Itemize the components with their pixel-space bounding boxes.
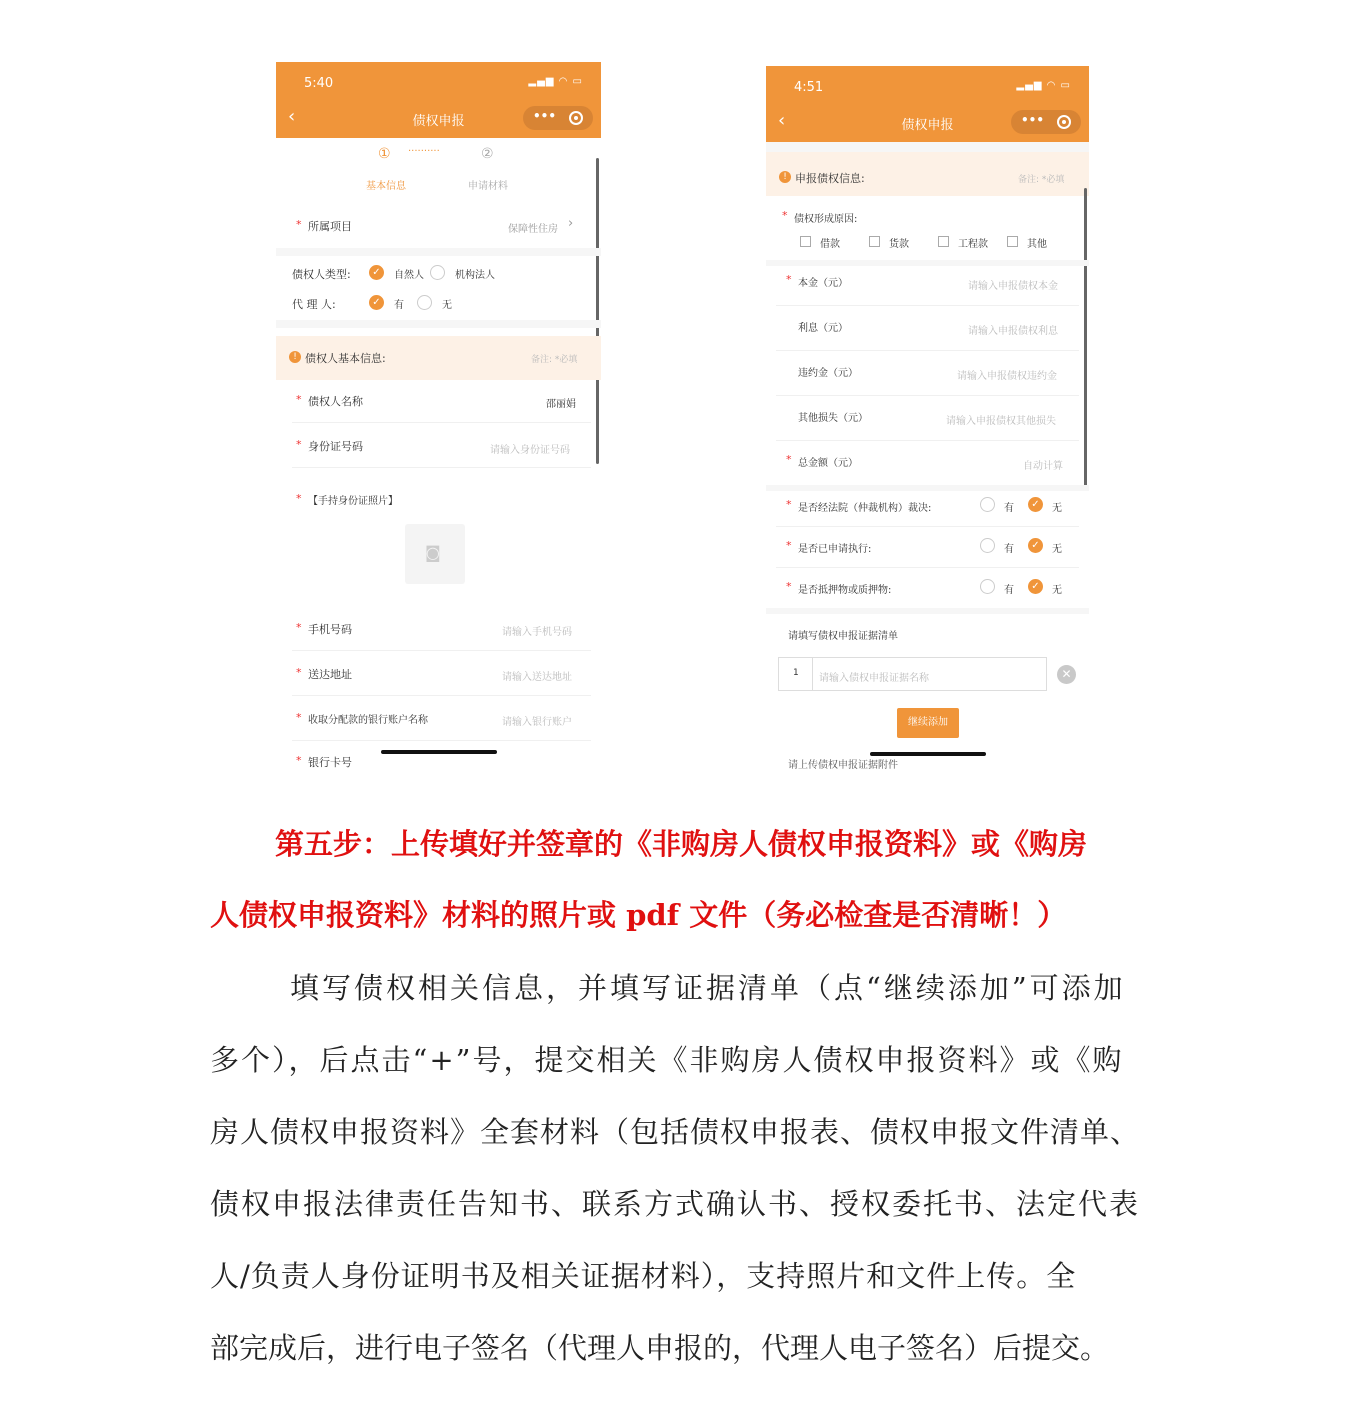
bank-name-input[interactable]: 请输入银行账户 <box>502 717 572 728</box>
other-loss-label: 其他损失（元） <box>798 413 868 424</box>
penalty-input[interactable]: 请输入申报债权违约金 <box>957 371 1057 382</box>
execution-no-label: 无 <box>1052 544 1062 555</box>
continue-add-button[interactable]: 继续添加 <box>897 708 959 738</box>
q-court-ruling-label: 是否经法院（仲裁机构）裁决: <box>798 503 932 514</box>
step1-indicator[interactable]: ① <box>378 146 391 162</box>
page-title: 债权申报 <box>901 118 954 133</box>
principal-label: 本金（元） <box>798 278 848 289</box>
required-mark: * <box>782 209 788 222</box>
bank-card-label: 银行卡号 <box>308 756 352 769</box>
interest-label: 利息（元） <box>798 323 848 334</box>
required-mark: * <box>786 453 792 466</box>
step2-label: 申请材料 <box>468 181 508 192</box>
evidence-index: 1 <box>793 668 799 678</box>
bank-name-label: 收取分配款的银行账户名称 <box>308 715 428 726</box>
signal-wifi-battery-icon: ▂▄▆ ◠ ▭ <box>1016 80 1071 91</box>
close-target-icon[interactable] <box>569 111 583 125</box>
project-value[interactable]: 保障性住房 <box>508 224 558 235</box>
required-mark: * <box>786 539 792 552</box>
required-mark: * <box>296 438 302 451</box>
checkbox-construction[interactable] <box>938 236 949 247</box>
step1-label: 基本信息 <box>366 181 406 192</box>
chevron-right-icon[interactable]: › <box>568 216 574 231</box>
divider <box>776 567 1079 568</box>
penalty-label: 违约金（元） <box>798 368 858 379</box>
address-input[interactable]: 请输入送达地址 <box>502 672 572 683</box>
execution-yes-label: 有 <box>1004 544 1014 555</box>
home-indicator <box>870 752 986 756</box>
project-label: 所属项目 <box>308 220 352 233</box>
collateral-no-label: 无 <box>1052 585 1062 596</box>
id-number-label: 身份证号码 <box>308 440 363 453</box>
info-icon: ! <box>779 171 791 183</box>
id-photo-label: 【手持身份证照片】 <box>308 496 398 507</box>
status-time: 5:40 <box>304 76 334 91</box>
required-mark: * <box>296 492 302 505</box>
close-target-icon[interactable] <box>1057 115 1071 129</box>
required-mark: * <box>296 754 302 767</box>
cause-option-construction: 工程款 <box>958 239 988 250</box>
banner-title: 申报债权信息: <box>795 172 865 185</box>
step-title-line1: 第五步：上传填好并签章的《非购房人债权申报资料》或《购房 <box>275 827 1088 861</box>
divider <box>276 320 601 328</box>
step2-indicator[interactable]: ② <box>481 146 494 162</box>
divider <box>292 467 591 468</box>
app-header <box>276 62 601 138</box>
cause-label: 债权形成原因: <box>794 214 858 225</box>
total-label: 总金额（元） <box>798 458 858 469</box>
banner-title: 债权人基本信息: <box>305 352 386 365</box>
required-mark: * <box>296 711 302 724</box>
scrollbar[interactable] <box>1084 188 1087 490</box>
info-icon: ! <box>289 351 301 363</box>
status-time: 4:51 <box>794 80 824 95</box>
divider <box>776 305 1079 306</box>
radio-collateral-no[interactable]: ✓ <box>1028 579 1043 594</box>
step-connector: ·········· <box>408 146 440 157</box>
phone-label: 手机号码 <box>308 623 352 636</box>
divider <box>292 422 591 423</box>
required-mark: * <box>786 580 792 593</box>
q-execution-label: 是否已申请执行: <box>798 544 872 555</box>
divider <box>766 608 1089 614</box>
instruction-line3: 房人债权申报资料》全套材料（包括债权申报表、债权申报文件清单、 <box>210 1115 1141 1149</box>
home-indicator <box>381 750 497 754</box>
more-icon[interactable]: ••• <box>533 109 557 123</box>
court-no-label: 无 <box>1052 503 1062 514</box>
radio-court-yes[interactable] <box>980 497 995 512</box>
checkbox-loan[interactable] <box>800 236 811 247</box>
id-number-input[interactable]: 请输入身份证号码 <box>490 445 570 456</box>
natural-person-label: 自然人 <box>394 270 424 281</box>
total-amount: 自动计算 <box>1023 461 1063 472</box>
required-mark: * <box>296 218 302 231</box>
address-label: 送达地址 <box>308 668 352 681</box>
checkbox-other[interactable] <box>1007 236 1018 247</box>
phone-screenshot-basic-info <box>276 62 601 769</box>
other-loss-input[interactable]: 请输入申报债权其他损失 <box>946 416 1056 427</box>
checkbox-goods[interactable] <box>869 236 880 247</box>
signal-wifi-battery-icon: ▂▄▆ ◠ ▭ <box>528 76 583 87</box>
cause-option-goods: 货款 <box>889 239 909 250</box>
phone-screenshot-claim-info <box>766 66 1089 771</box>
upload-evidence-label-cut: 请上传债权申报证据附件 <box>788 760 898 771</box>
divider <box>292 695 591 696</box>
divider <box>766 485 1089 491</box>
required-mark: * <box>786 273 792 286</box>
name-value[interactable]: 邵丽娟 <box>546 399 576 410</box>
page-title: 债权申报 <box>412 114 465 129</box>
q-collateral-label: 是否抵押物或质押物: <box>798 585 892 596</box>
app-header <box>766 66 1089 142</box>
instruction-line6: 部完成后，进行电子签名（代理人申报的，代理人电子签名）后提交。 <box>210 1331 1110 1365</box>
radio-execution-yes[interactable] <box>980 538 995 553</box>
required-mark: * <box>296 393 302 406</box>
required-mark: * <box>296 666 302 679</box>
court-yes-label: 有 <box>1004 503 1014 514</box>
radio-natural-person[interactable]: ✓ <box>369 265 384 280</box>
interest-input[interactable]: 请输入申报债权利息 <box>968 326 1058 337</box>
creditor-info-banner <box>276 336 601 380</box>
principal-input[interactable]: 请输入申报债权本金 <box>968 281 1058 292</box>
banner-note: 备注: *必填 <box>531 355 578 365</box>
divider <box>776 395 1079 396</box>
agent-label: 代 理 人: <box>292 298 336 311</box>
scrollbar[interactable] <box>596 158 599 464</box>
miniprogram-capsule[interactable] <box>1011 110 1081 134</box>
evidence-name-input[interactable]: 请输入债权申报证据名称 <box>819 673 929 684</box>
divider <box>292 740 591 741</box>
cause-option-other: 其他 <box>1027 239 1047 250</box>
instruction-line1: 填写债权相关信息，并填写证据清单（点“继续添加”可添加 <box>290 971 1126 1005</box>
agent-no-label: 无 <box>442 300 452 311</box>
phone-input[interactable]: 请输入手机号码 <box>502 627 572 638</box>
required-mark: * <box>786 498 792 511</box>
instruction-line5: 人/负责人身份证明书及相关证据材料），支持照片和文件上传。全 <box>210 1259 1077 1293</box>
delete-evidence-icon[interactable]: ✕ <box>1057 665 1076 684</box>
divider <box>276 248 601 256</box>
radio-legal-person[interactable] <box>430 265 445 280</box>
divider <box>776 526 1079 527</box>
name-label: 债权人名称 <box>308 395 363 408</box>
upload-photo-button[interactable] <box>405 524 465 584</box>
radio-collateral-yes[interactable] <box>980 579 995 594</box>
cause-option-loan: 借款 <box>820 239 840 250</box>
divider <box>812 658 813 690</box>
back-icon[interactable]: ‹ <box>778 110 786 131</box>
instruction-line2: 多个），后点击“+”号，提交相关《非购房人债权申报资料》或《购 <box>210 1043 1124 1077</box>
step-title-line2: 人债权申报资料》材料的照片或 pdf 文件（务必检查是否清晰！） <box>210 898 1067 932</box>
miniprogram-capsule[interactable] <box>523 106 593 130</box>
divider <box>776 440 1079 441</box>
radio-agent-yes[interactable]: ✓ <box>369 295 384 310</box>
collateral-yes-label: 有 <box>1004 585 1014 596</box>
claim-info-banner <box>766 152 1089 196</box>
creditor-type-label: 债权人类型: <box>292 268 351 281</box>
banner-note: 备注: *必填 <box>1018 175 1065 185</box>
radio-execution-no[interactable]: ✓ <box>1028 538 1043 553</box>
legal-person-label: 机构法人 <box>455 270 495 281</box>
camera-icon: ◙ <box>425 543 441 562</box>
more-icon[interactable]: ••• <box>1021 113 1045 127</box>
radio-court-no[interactable]: ✓ <box>1028 497 1043 512</box>
radio-agent-no[interactable] <box>417 295 432 310</box>
evidence-row <box>778 657 1047 691</box>
agent-yes-label: 有 <box>394 300 404 311</box>
back-icon[interactable]: ‹ <box>288 106 296 127</box>
required-mark: * <box>296 621 302 634</box>
divider <box>766 260 1089 266</box>
divider <box>776 350 1079 351</box>
evidence-title: 请填写债权申报证据清单 <box>788 631 898 642</box>
instruction-line4: 债权申报法律责任告知书、联系方式确认书、授权委托书、法定代表 <box>210 1187 1141 1221</box>
divider <box>766 142 1089 152</box>
divider <box>292 650 591 651</box>
